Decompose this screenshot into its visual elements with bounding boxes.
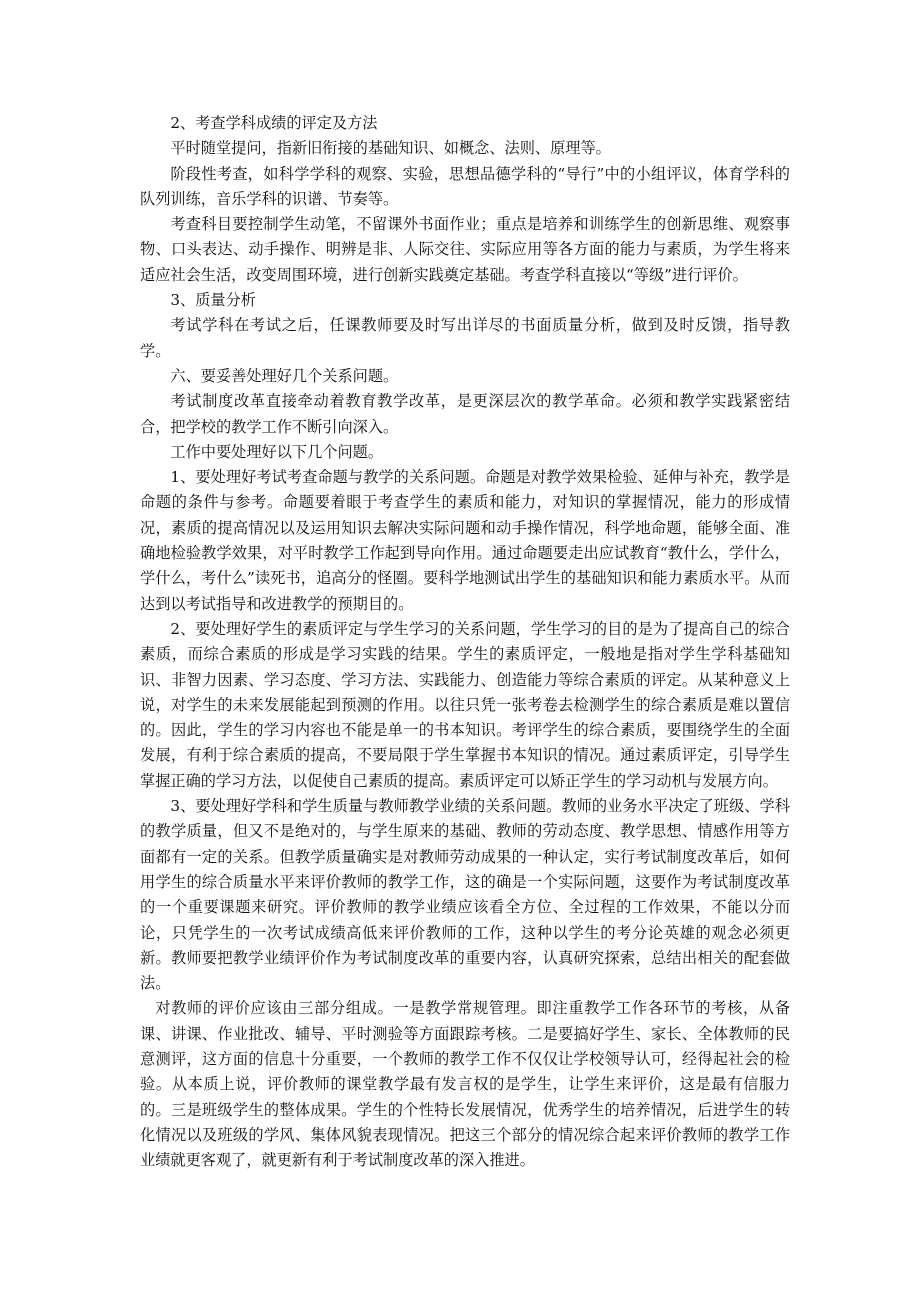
section-six-heading: 六、要妥善处理好几个关系问题。 [170, 366, 399, 385]
assessment-paragraph-1: 平时随堂提问，指新旧衔接的基础知识、如概念、法则、原理等。 [170, 139, 611, 158]
quality-paragraph-1: 考试学科在考试之后，任课教师要及时写出详尽的书面质量分析，做到及时反馈，指导教学。 [140, 316, 790, 360]
assessment-paragraph-3: 考查科目要控制学生动笔，不留课外书面作业；重点是培养和训练学生的创新思维、观察事物、口头表达、动手操作、明辨是非、人际交往、实际应用等各方面的能力与素质，为学生将来适应社会生活，改变周围环境，进行创新实践奠定基础。考查学科直接以“等级”进行评价。 [140, 215, 790, 284]
section-quality-heading: 3、质量分析 [170, 291, 256, 310]
six-paragraph-2: 工作中要处理好以下几个问题。 [170, 442, 384, 461]
issue-paragraph-1: 1、要处理好考试考查命题与教学的关系问题。命题是对教学效果检验、延伸与补充，教学是命题的条件与参考。命题要着眼于考查学生的素质和能力，对知识的掌握情况，能力的形成情况，素质的提高情况以及运用知识去解决实际问题和动手操作情况，科学地命题，能够全面、准确地检验教学效果，对平时教学工作起到导向作用。通过命题要走出应试教育“教什么，学什么，学什么，考什么”读死书，追高分的怪圈。要科学地测试出学生的基础知识和能力素质水平。从而达到以考试指导和改进教学的预期目的。 [140, 468, 790, 613]
issue-paragraph-3: 3、要处理好学科和学生质量与教师教学业绩的关系问题。教师的业务水平决定了班级、学科的教学质量，但又不是绝对的，与学生原来的基础、教师的劳动态度、教学思想、情感作用等方面都有一定的关系。但教学质量确实是对教师劳动成果的一种认定，实行考试制度改革后，如何用学生的综合质量水平来评价教师的教学工作，这的确是一个实际问题，这要作为考试制度改革的一个重要课题来研究。评价教师的教学业绩应该看全方位、全过程的工作效果，不能以分而论，只凭学生的一次考试成绩高低来评价教师的工作，这种以学生的考分论英雄的观念必须更新。教师要把教学业绩评价作为考试制度改革的重要内容，认真研究探索，总结出相关的配套做法。 [140, 797, 790, 993]
assessment-paragraph-2: 阶段性考查，如科学学科的观察、实验，思想品德学科的“导行”中的小组评议，体育学科的队列训练，音乐学科的识谱、节奏等。 [140, 164, 790, 208]
section-assessment-heading: 2、考查学科成绩的评定及方法 [170, 114, 378, 132]
document-page [140, 111, 790, 1173]
six-paragraph-1: 考试制度改革直接牵动着教育教学改革，是更深层次的教学革命。必须和教学实践紧密结合，把学校的教学工作不断引向深入。 [140, 392, 790, 436]
issue-paragraph-2: 2、要处理好学生的素质评定与学生学习的关系问题，学生学习的目的是为了提高自己的综合素质，而综合素质的形成是学习实践的结果。学生的素质评定，一般地是指对学生学科基础知识、非智力因素、学习态度、学习方法、实践能力、创造能力等综合素质的评定。从某种意义上说，对学生的未来发展能起到预测的作用。以往只凭一张考卷去检测学生的综合素质是难以置信的。因此，学生的学习内容也不能是单一的书本知识。考评学生的综合素质，要围绕学生的全面发展，有利于综合素质的提高，不要局限于学生掌握书本知识的情况。通过素质评定，引导学生掌握正确的学习方法，以促使自己素质的提高。素质评定可以矫正学生的学习动机与发展方向。 [140, 619, 790, 790]
teacher-evaluation-paragraph: 对教师的评价应该由三部分组成。一是教学常规管理。即注重教学工作各环节的考核，从备课、讲课、作业批改、辅导、平时测验等方面跟踪考核。二是要搞好学生、家长、全体教师的民意测评，这方面的信息十分重要，一个教师的教学工作不仅仅让学校领导认可，经得起社会的检验。从本质上说，评价教师的课堂教学最有发言权的是学生，让学生来评价，这是最有信服力的。三是班级学生的整体成果。学生的个性特长发展情况，优秀学生的培养情况，后进学生的转化情况以及班级的学风、集体风貌表现情况。把这三个部分的情况综合起来评价教师的教学工作业绩就更客观了，就更新有利于考试制度改革的深入推进。 [140, 999, 790, 1170]
